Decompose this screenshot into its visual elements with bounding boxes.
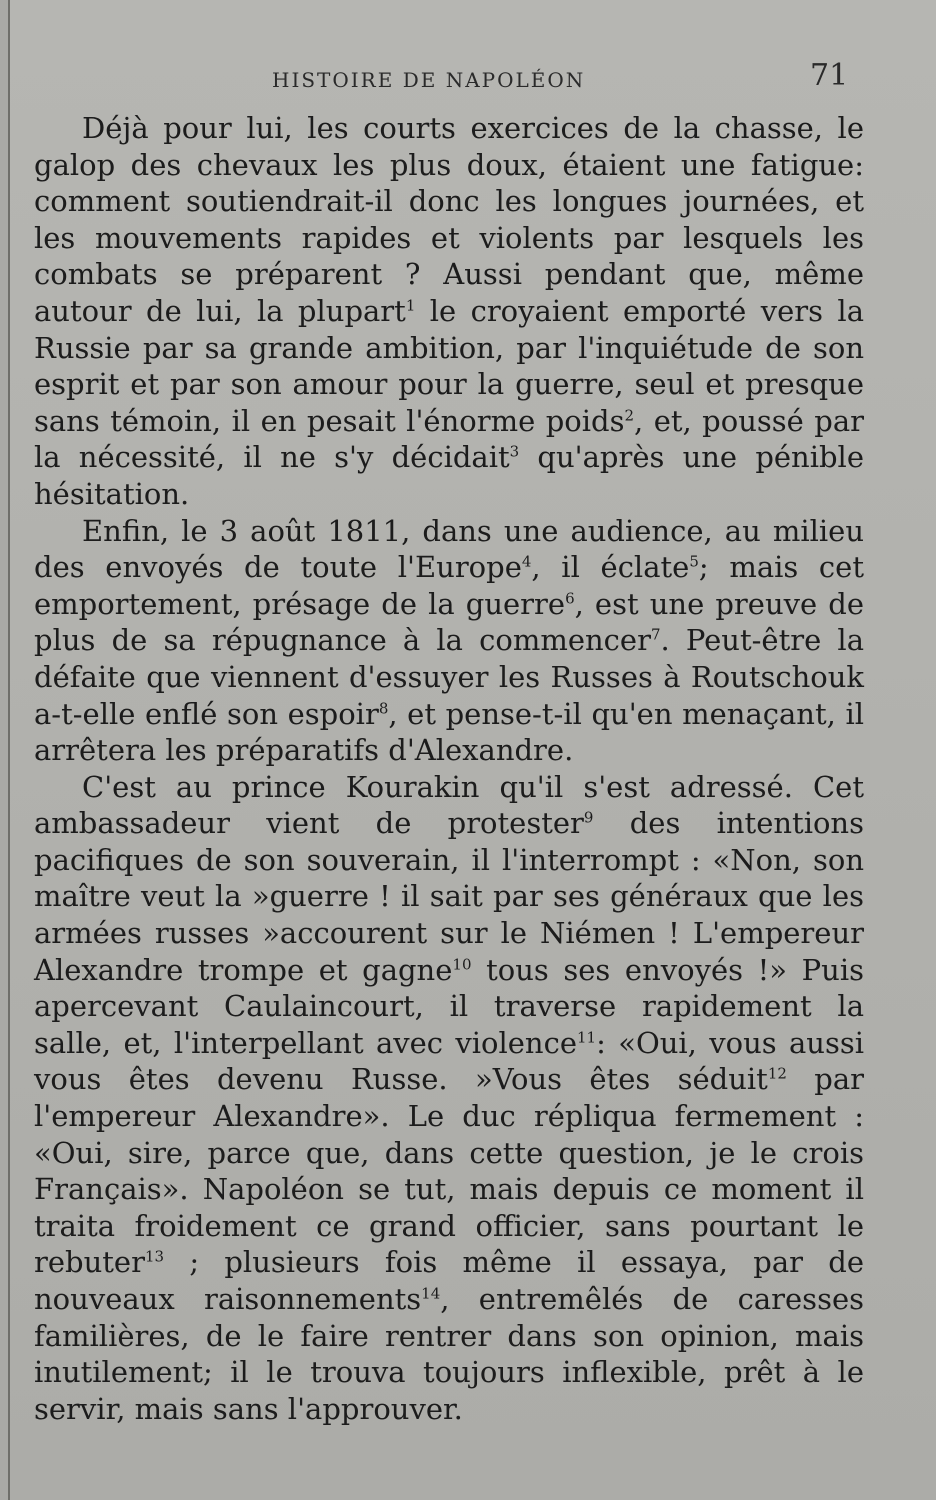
book-page: [8, 0, 936, 1500]
text-segment: , entremêlés de caresses familières, de le faire rentrer dans son opinion, mais inutilement; il le trouva toujours inflexible, prêt à le servir, mais sans l'approuver.: [34, 1282, 864, 1426]
text-segment: le croyaient emporté vers la Russie par sa grande ambition, par l'inquiétude de son esprit et par son amour pour la guerre, seul et presque sans témoin, il en pesait l'énorme poids: [34, 293, 864, 438]
paragraph: [34, 769, 864, 1428]
text-segment: Déjà pour lui, les courts exercices de la chasse, le galop des chevaux les plus doux, étaient une fatigue: comment soutiendrait-il donc les longues journées, et les mouvements rapides et violents par lesquels les combats se préparent ? Aussi pendant que, même autour de lui, la plupart: [34, 111, 864, 328]
footnote-marker: 5: [689, 552, 699, 571]
body-text: [34, 110, 864, 1427]
paragraph: [34, 110, 864, 513]
footnote-marker: 10: [452, 955, 472, 973]
text-segment: qu'après une pénible hésitation.: [34, 440, 864, 511]
footnote-marker: 3: [509, 442, 520, 461]
text-segment: : «Oui, vous aussi vous êtes devenu Russe. »Vous êtes séduit: [34, 1025, 864, 1097]
footnote-marker: 8: [378, 698, 389, 717]
footnote-marker: 14: [421, 1284, 441, 1303]
text-segment: . Peut-être la défaite que viennent d'essuyer les Russes à Routschouk a-t-elle enflé son espoir: [34, 623, 864, 731]
footnote-marker: 1: [405, 296, 416, 315]
page-header: [10, 58, 936, 98]
footnote-marker: 4: [521, 552, 532, 571]
footnote-marker: 13: [144, 1247, 165, 1266]
footnote-marker: 7: [650, 625, 661, 644]
text-segment: C'est au prince Kourakin qu'il s'est adressé. Cet ambassadeur vient de protester: [34, 769, 864, 841]
text-segment: des intentions pacifiques de son souverain, il l'interrompt : «Non, son maître veut la »guerre ! il sait par ses généraux que les armées russes »accourent sur le Niémen ! L'empereur Alexandre trompe et gagne: [34, 806, 864, 987]
footnote-marker: 6: [565, 589, 575, 608]
footnote-marker: 2: [624, 406, 635, 425]
running-title: HISTOIRE DE NAPOLÉON: [272, 68, 586, 92]
text-segment: , est une preuve de plus de sa répugnance à la commencer: [34, 586, 864, 658]
footnote-marker: 9: [583, 808, 594, 827]
footnote-marker: 11: [577, 1028, 597, 1047]
paragraph: [34, 513, 864, 769]
text-segment: Enfin, le 3 août 1811, dans une audience, au milieu des envoyés de toute l'Europe: [34, 513, 864, 585]
text-segment: , et, poussé par la nécessité, il ne s'y décidait: [34, 403, 864, 475]
text-segment: ; mais cet emportement, présage de la guerre: [34, 550, 864, 621]
page-number: 71: [810, 58, 849, 93]
text-segment: par l'empereur Alexandre». Le duc répliqua fermement : «Oui, sire, parce que, dans cette question, je le crois Français». Napoléon se tut, mais depuis ce moment il traita froidement ce grand officier, sans pourtant le rebuter: [34, 1062, 864, 1280]
text-segment: , et pense-t-il qu'en menaçant, il arrêtera les préparatifs d'Alexandre.: [34, 696, 864, 768]
footnote-marker: 12: [767, 1064, 787, 1083]
text-segment: , il éclate: [531, 550, 690, 585]
text-segment: ; plusieurs fois même il essaya, par de nouveaux raisonnements: [34, 1245, 864, 1316]
text-segment: tous ses envoyés !» Puis apercevant Caulaincourt, il traverse rapidement la salle, et, l'interpellant avec violence: [34, 952, 864, 1060]
